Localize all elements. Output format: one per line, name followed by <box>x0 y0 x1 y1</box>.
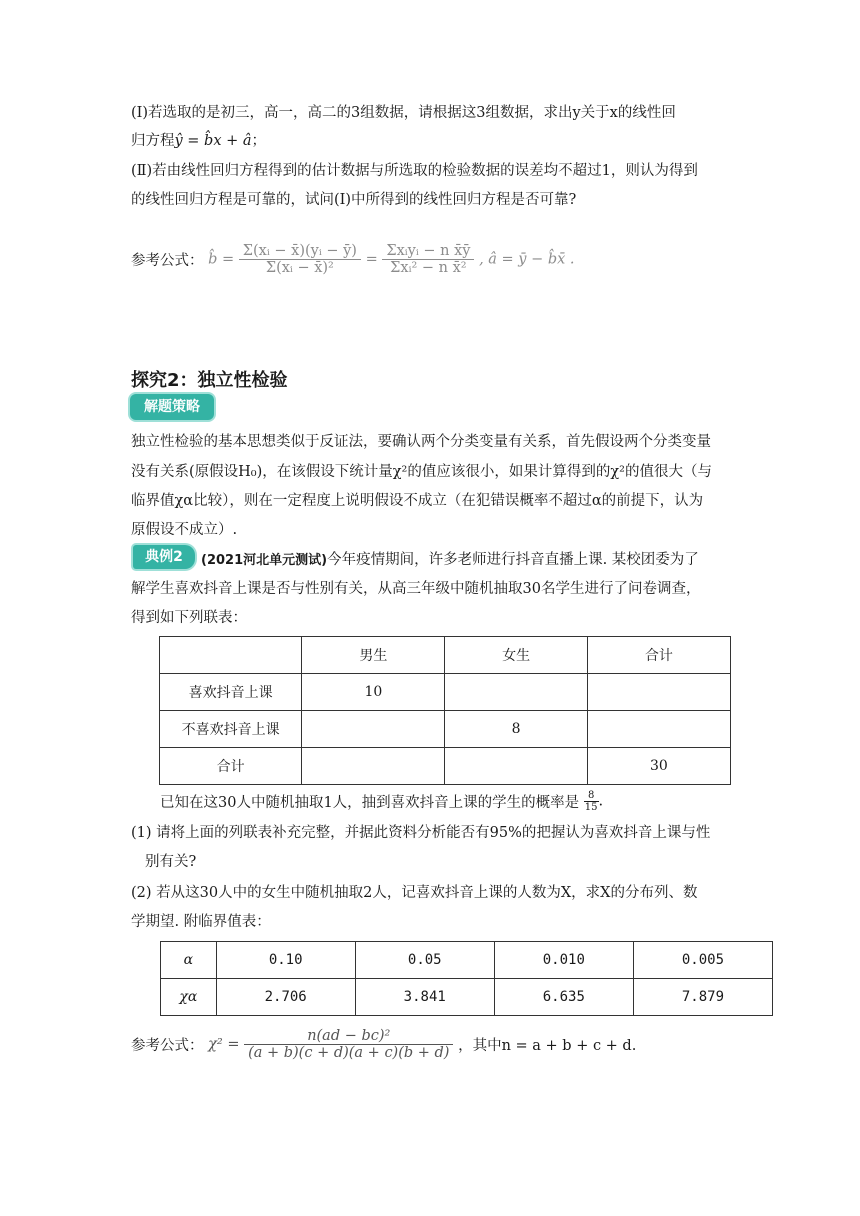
question-part2-line2: 的线性回归方程是可靠的，试问(Ⅰ)中所得到的线性回归方程是否可靠? <box>131 192 577 208</box>
table-cell: 0.10 <box>216 942 355 979</box>
chi-square-fraction <box>244 1028 453 1061</box>
example-line-3: 得到如下列联表： <box>131 610 247 626</box>
table-header-row <box>160 637 731 674</box>
contingency-table <box>159 636 731 785</box>
ref-label: 参考公式： <box>131 253 204 269</box>
question-part1-line2 <box>131 131 266 151</box>
table-cell <box>302 711 445 748</box>
text: 归方程 <box>131 133 175 149</box>
table-cell: 男生 <box>302 637 445 674</box>
table-cell: 0.010 <box>494 942 633 979</box>
question-1-line-1: (1) 请将上面的列联表补充完整，并据此资料分析能否有95%的把握认为喜欢抖音上课与性 <box>131 825 711 841</box>
table-cell: 合计 <box>587 637 730 674</box>
section-heading: 探究2：独立性检验 <box>131 370 288 391</box>
table-row <box>161 942 773 979</box>
table-cell: 喜欢抖音上课 <box>160 674 302 711</box>
table-cell: 10 <box>302 674 445 711</box>
reference-formula-2 <box>131 1028 636 1061</box>
numerator: Σ(xᵢ − x̄)(yᵢ − ȳ) <box>239 243 361 260</box>
critical-value-table <box>160 941 773 1016</box>
question-part1-line1: (Ⅰ)若选取的是初三，高一，高二的3组数据，请根据这3组数据，求出y关于x的线性回 <box>131 105 676 121</box>
chi-square: χ² = <box>208 1036 240 1053</box>
table-cell: 女生 <box>445 637 587 674</box>
table-cell: 30 <box>587 748 730 785</box>
strategy-para-3: 临界值χα比较），则在一定程度上说明假设不成立（在犯错误概率不超过α的前提下，认为 <box>131 493 704 509</box>
table-cell: 0.05 <box>355 942 494 979</box>
table-cell <box>445 674 587 711</box>
b-hat: b̂ = <box>208 251 235 268</box>
table-cell: 8 <box>445 711 587 748</box>
strategy-para-1: 独立性检验的基本思想类似于反证法，要确认两个分类变量有关系，首先假设两个分类变量 <box>131 434 711 450</box>
table-row <box>160 748 731 785</box>
strategy-para-2: 没有关系(原假设H₀)，在该假设下统计量χ²的值应该很小，如果计算得到的χ²的值很大（与 <box>131 464 712 480</box>
question-2-line-2: 学期望. 附临界值表： <box>131 914 271 930</box>
fraction-2 <box>382 243 474 276</box>
text: 已知在这30人中随机抽取1人，抽到喜欢抖音上课的学生的概率是 <box>160 795 580 811</box>
table-cell <box>445 748 587 785</box>
table-row <box>160 711 731 748</box>
a-hat: , â = ȳ − b̂x̄ . <box>479 251 575 268</box>
table-row <box>160 674 731 711</box>
table-cell: 7.879 <box>633 979 772 1016</box>
strategy-para-4: 原假设不成立）. <box>131 522 238 538</box>
regression-equation: ŷ = b̂x + â <box>174 133 252 149</box>
question-part2-line1: (Ⅱ)若由线性回归方程得到的估计数据与所选取的检验数据的误差均不超过1，则认为得到 <box>131 163 698 179</box>
table-cell: 3.841 <box>355 979 494 1016</box>
equals: = <box>365 251 378 268</box>
table-cell <box>587 711 730 748</box>
table-cell: χα <box>161 979 217 1016</box>
question-1-line-2: 别有关? <box>145 854 197 870</box>
numerator: Σxᵢyᵢ − n x̄ȳ <box>382 243 474 260</box>
text: 今年疫情期间，许多老师进行抖音直播上课. 某校团委为了 <box>327 552 699 568</box>
example-badge: 典例2 <box>133 545 195 569</box>
table-cell: α <box>161 942 217 979</box>
probability-line <box>160 790 603 813</box>
table-cell: 6.635 <box>494 979 633 1016</box>
strategy-badge: 解题策略 <box>130 394 214 420</box>
denominator: 15 <box>584 802 598 813</box>
denominator: (a + b)(c + d)(a + c)(b + d) <box>248 1045 450 1061</box>
text: ； <box>251 133 267 149</box>
table-cell <box>302 748 445 785</box>
reference-formula-1 <box>131 243 575 276</box>
table-cell: 0.005 <box>633 942 772 979</box>
denominator: Σxᵢ² − n x̄² <box>390 260 467 276</box>
fraction-1 <box>239 243 361 276</box>
table-cell: 2.706 <box>216 979 355 1016</box>
example-line-1 <box>201 550 699 571</box>
numerator: 8 <box>584 790 599 802</box>
ref-label: 参考公式： <box>131 1038 204 1054</box>
table-cell <box>160 637 302 674</box>
numerator: n(ad − bc)² <box>244 1028 453 1045</box>
example-line-2: 解学生喜欢抖音上课是否与性别有关，从高三年级中随机抽取30名学生进行了问卷调查， <box>131 581 701 597</box>
table-row <box>161 979 773 1016</box>
table-cell: 合计 <box>160 748 302 785</box>
example-source: (2021河北单元测试) <box>201 553 328 568</box>
probability-fraction <box>584 790 599 813</box>
table-cell: 不喜欢抖音上课 <box>160 711 302 748</box>
question-2-line-1: (2) 若从这30人中的女生中随机抽取2人，记喜欢抖音上课的人数为X，求X的分布列、数 <box>131 885 698 901</box>
denominator: Σ(xᵢ − x̄)² <box>265 260 334 276</box>
text: . <box>598 793 604 810</box>
formula-tail: ，其中n = a + b + c + d. <box>458 1038 637 1054</box>
table-cell <box>587 674 730 711</box>
